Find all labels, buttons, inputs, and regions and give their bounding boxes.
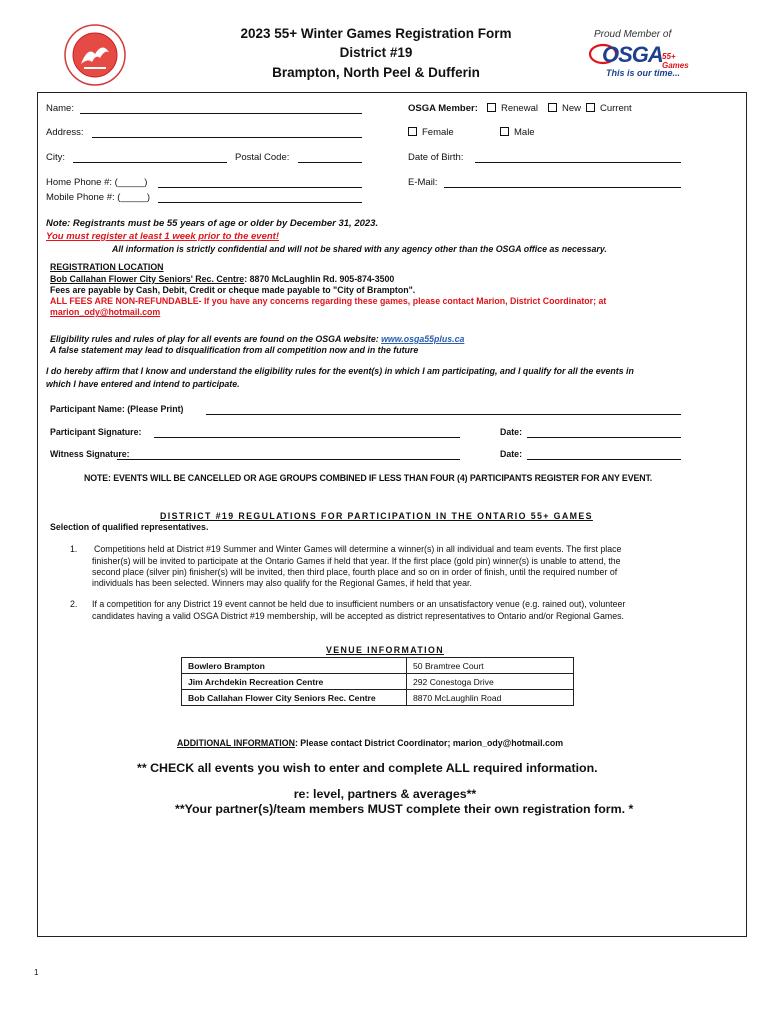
email-label: E-Mail:: [408, 177, 438, 188]
selection-text: Selection of qualified representatives.: [50, 522, 209, 532]
venue-address: 50 Bramtree Court: [407, 658, 574, 674]
renewal-option[interactable]: Renewal: [487, 103, 538, 114]
registration-centre: [50, 274, 394, 284]
additional-info-text: : Please contact District Coordinator; marion_ody@hotmail.com: [294, 738, 564, 748]
page-number: 1: [34, 968, 39, 977]
male-checkbox[interactable]: [500, 127, 509, 136]
venue-heading: VENUE INFORMATION: [326, 645, 444, 655]
item-1-line-1: Competitions held at District #19 Summer and Winter Games will determine a winner(s) in all individual and team events. The first place: [94, 544, 622, 554]
check-line-2: re: level, partners & averages**: [293, 787, 477, 801]
osga-wordmark: OSGA: [602, 42, 663, 67]
current-checkbox[interactable]: [586, 103, 595, 112]
female-checkbox[interactable]: [408, 127, 417, 136]
eligibility-line: Eligibility rules and rules of play for all events are found on the OSGA website: www.osga55plus.ca: [50, 334, 465, 344]
register-note: You must register at least 1 week prior to the event!: [46, 231, 279, 242]
name-field[interactable]: [80, 113, 362, 114]
participant-signature-field[interactable]: [154, 437, 460, 438]
current-option[interactable]: Current: [586, 103, 632, 114]
proud-member-text: Proud Member of: [594, 29, 672, 40]
false-statement: A false statement may lead to disqualification from all competition now and in the future: [50, 345, 419, 355]
item-1-line-3: second place (silver pin) finisher(s) will be invited, then third place, fourth place and so on in order of finish, until the required number of: [92, 567, 618, 577]
affirm-line-2: which I have entered and intend to participate.: [46, 379, 240, 389]
city-label: City:: [46, 152, 65, 163]
cancel-note: NOTE: EVENTS WILL BE CANCELLED OR AGE GROUPS COMBINED IF LESS THAN FOUR (4) PARTICIPANTS REGISTER FOR ANY EVENT.: [84, 473, 653, 483]
renewal-checkbox[interactable]: [487, 103, 496, 112]
dob-field[interactable]: [475, 162, 681, 163]
regulations-heading: DISTRICT #19 REGULATIONS FOR PARTICIPATION IN THE ONTARIO 55+ GAMES: [160, 511, 593, 521]
item-1-line-4: individuals has been selected. Winners may also qualify for the Regional Games, if held that year.: [92, 578, 472, 588]
venue-table: [181, 657, 574, 706]
check-line-1: ** CHECK all events you wish to enter and complete ALL required information.: [137, 761, 598, 775]
venue-address: 292 Conestoga Drive: [407, 674, 574, 690]
venue-name: Bob Callahan Flower City Seniors Rec. Centre: [182, 690, 407, 706]
participant-signature-label: Participant Signature:: [50, 427, 142, 437]
centre-address: : 8870 McLaughlin Rd. 905-874-3500: [244, 274, 395, 284]
address-label: Address:: [46, 127, 84, 138]
registration-heading: REGISTRATION LOCATION: [50, 262, 164, 272]
new-option[interactable]: New: [548, 103, 581, 114]
age-note: Note: Registrants must be 55 years of age or older by December 31, 2023.: [46, 218, 379, 229]
table-row: [182, 658, 574, 674]
city-field[interactable]: [73, 162, 227, 163]
witness-signature-label: Witness Signature:: [50, 449, 130, 459]
venue-name: Bowlero Brampton: [182, 658, 407, 674]
osga-logo: [588, 40, 698, 82]
witness-signature-field[interactable]: [117, 459, 460, 460]
confidential-note: All information is strictly confidential and will not be shared with any agency other than the OSGA office as necessary.: [112, 244, 607, 254]
district-logo: [64, 24, 126, 86]
participant-date-label: Date:: [500, 427, 522, 437]
coordinator-email[interactable]: marion_ody@hotmail.com: [50, 307, 161, 317]
venue-address: 8870 McLaughlin Road: [407, 690, 574, 706]
region-title: Brampton, North Peel & Dufferin: [272, 65, 480, 80]
district-title: District #19: [339, 45, 413, 60]
item-2-line-1: If a competition for any District 19 event cannot be held due to insufficient numbers or an unsatisfactory venue (e.g. rained out), volunteer: [92, 599, 626, 609]
address-field[interactable]: [92, 137, 362, 138]
home-phone-field[interactable]: [158, 187, 362, 188]
dob-label: Date of Birth:: [408, 152, 464, 163]
home-phone-label: Home Phone #: (_____): [46, 177, 148, 188]
female-option[interactable]: Female: [408, 127, 454, 138]
additional-info: [177, 738, 563, 748]
participant-date-field[interactable]: [527, 437, 681, 438]
name-label: Name:: [46, 103, 74, 114]
check-line-3: **Your partner(s)/team members MUST complete their own registration form. *: [175, 802, 634, 816]
osga-games-text: 55+ Games: [662, 52, 689, 70]
participant-name-field[interactable]: [206, 414, 681, 415]
postal-label: Postal Code:: [235, 152, 290, 163]
affirm-line-1: I do hereby affirm that I know and understand the eligibility rules for the event(s) in which I am participating, and I qualify for all the events in: [46, 366, 634, 376]
item-2-number: 2.: [70, 599, 78, 609]
mobile-phone-label: Mobile Phone #: (_____): [46, 192, 151, 203]
item-1-number: 1.: [70, 544, 78, 554]
form-title: 2023 55+ Winter Games Registration Form: [240, 26, 512, 41]
venue-name: Jim Archdekin Recreation Centre: [182, 674, 407, 690]
item-2-line-2: candidates having a valid OSGA District #19 membership, will be accepted as district representatives to Ontario and/or Regional Games.: [92, 611, 624, 621]
non-refundable-text: ALL FEES ARE NON-REFUNDABLE- If you have any concerns regarding these games, please contact Marion, District Coordinator; at: [50, 296, 607, 306]
mobile-phone-field[interactable]: [158, 202, 362, 203]
centre-name: Bob Callahan Flower City Seniors' Rec. Centre: [50, 274, 245, 284]
osga-website-link[interactable]: www.osga55plus.ca: [381, 334, 465, 344]
item-1-line-2: finisher(s) will be invited to participate at the Ontario Games if held that year. If the first place (gold pin) winner(s) is unable to attend, the: [92, 556, 621, 566]
table-row: [182, 690, 574, 706]
additional-info-label: ADDITIONAL INFORMATION: [177, 738, 295, 748]
male-option[interactable]: Male: [500, 127, 535, 138]
email-field[interactable]: [444, 187, 681, 188]
new-checkbox[interactable]: [548, 103, 557, 112]
witness-date-label: Date:: [500, 449, 522, 459]
osga-member-label: OSGA Member:: [408, 103, 478, 114]
table-row: [182, 674, 574, 690]
fees-text: Fees are payable by Cash, Debit, Credit or cheque made payable to "City of Brampton".: [50, 285, 416, 295]
participant-name-label: Participant Name: (Please Print): [50, 404, 184, 414]
witness-date-field[interactable]: [527, 459, 681, 460]
postal-field[interactable]: [298, 162, 362, 163]
osga-tagline: This is our time...: [606, 68, 681, 78]
